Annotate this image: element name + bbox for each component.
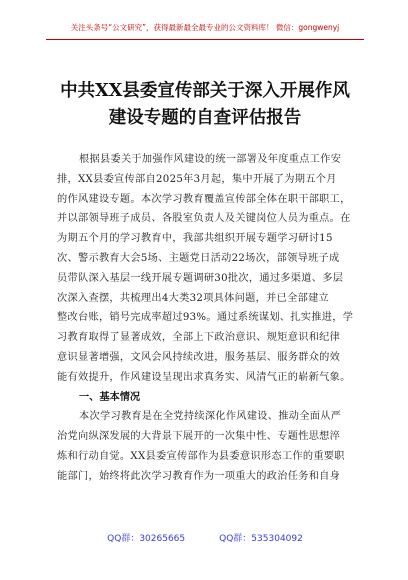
paragraph-2 [57,407,359,486]
paragraph-line: 治党向纵深发展的大背景下展开的一次集中性、专题性思想淬 [57,431,341,443]
title-line-1: 中共XX县委宣传部关于深入开展作风 [60,81,350,101]
paragraph-line: 炼和行动自觉。XX县委宣传部作为县委意识形态工作的重要职 [57,450,345,462]
paragraph-line: 次、警示教育大会5场、主题党日活动22场次，部领导班子成 [57,252,340,264]
paragraph-line: 习教育取得了显著成效，全部上下政治意识、规矩意识和纪律 [57,332,341,344]
paragraph-line: 意识显著增强，文风会风持续改进，服务基层、服务群众的效 [57,351,341,363]
paragraph-line: 能部门，始终将此次学习教育作为一项重大的政治任务和自身 [57,470,341,482]
paragraph-line: 能有效提升，作风建设呈现出求真务实、风清气正的崭新气象。 [57,371,351,383]
footer-qq-group-2: QQ群：535304092 [219,534,303,544]
paragraph-line: 次深入查摆，共梳理出4大类32项具体问题，并已全部建立 [57,292,330,304]
paragraph-line: 员带队深入基层一线开展专题调研30批次，通过多渠道、多层 [57,272,344,284]
document-title [40,78,370,132]
paragraph-line: 并以部领导班子成员、各股室负责人及关键岗位人员为重点。在 [57,213,351,225]
footer-qq-group-1: QQ群：30265665 [107,534,186,544]
paragraph-line: 为期五个月的学习教育中，我部共组织开展专题学习研讨15 [57,233,333,245]
footer-contact [46,531,364,544]
header-note: 关注头条号“公文研究”，获得最新最全最专业的公文资料库！ 微信：gongwenyj [70,23,340,32]
paragraph-line: 整改台账，销号完成率超过93%。通过系统谋划、扎实推进，学 [57,312,354,324]
paragraph-line: 本次学习教育是在全党持续深化作风建设、推动全面从严 [79,411,342,423]
paragraph-line: 排，XX县委宣传部自2025年3月起，集中开展了为期五个月 [57,173,337,185]
section-heading-basic-info: 一、基本情况 [79,391,141,403]
paragraph-line: 根据县委关于加强作风建设的统一部署及年度重点工作安 [79,154,342,165]
paragraph-1 [57,150,359,388]
title-line-2: 建设专题的自查评估报告 [108,108,302,128]
paragraph-line: 的作风建设专题。本次学习教育覆盖宣传部全体在职干部职工， [57,193,351,205]
header-divider [46,39,364,40]
document-body [57,150,359,487]
